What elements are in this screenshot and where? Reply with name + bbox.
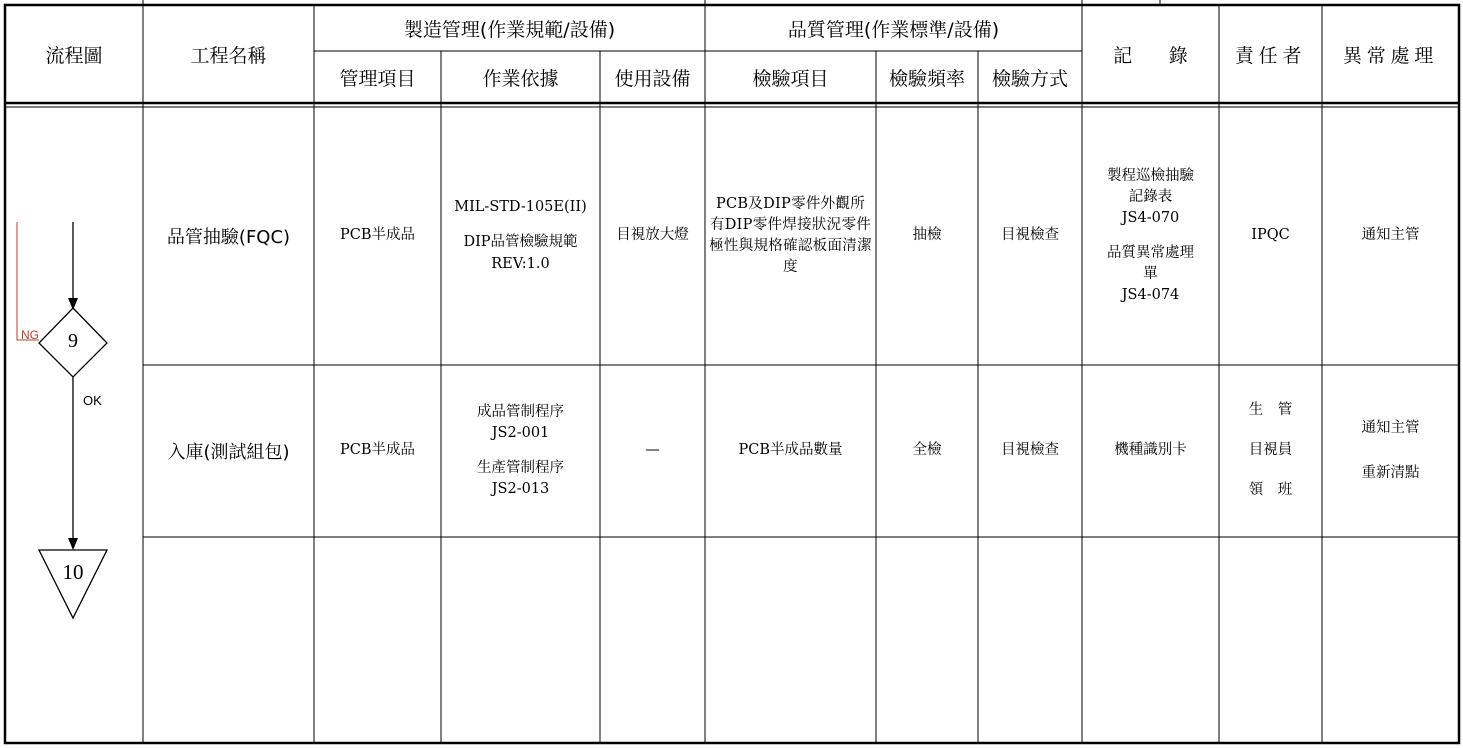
- header-manufacturing-group: 製造管理(作業規範/設備): [403, 18, 616, 41]
- row1-frequency: 抽檢: [912, 227, 942, 244]
- record-line: 記錄表: [1128, 188, 1173, 205]
- row1-method: 目視檢查: [1001, 227, 1059, 244]
- row1-control-item: PCB半成品: [339, 227, 415, 244]
- ok-label: OK: [83, 393, 102, 408]
- header-quality-group: 品質管理(作業標準/設備): [787, 18, 1000, 41]
- row2-inspect-item: PCB半成品數量: [738, 442, 843, 459]
- basis-line: 生產管制程序: [477, 460, 564, 476]
- record-line: JS4-074: [1121, 287, 1180, 304]
- row1-inspect-item: PCB及DIP零件外觀所有DIP零件焊接狀況零件極性與規格確認板面清潔度: [709, 195, 872, 276]
- record-line: 品質異常處理: [1107, 245, 1194, 261]
- row1-basis: [441, 107, 600, 365]
- header-frequency: 檢驗頻率: [888, 67, 965, 90]
- basis-line: JS2-013: [491, 481, 550, 498]
- row1-process: 品管抽驗(FQC): [166, 227, 291, 248]
- header-basis: 作業依據: [482, 67, 559, 90]
- flowchart: [17, 222, 107, 618]
- header-record: 記 錄: [1113, 44, 1188, 67]
- row2-record: 機種識別卡: [1114, 442, 1187, 459]
- row2-exception: [1322, 365, 1459, 537]
- exception-line: 重新清點: [1361, 465, 1420, 481]
- header-method: 檢驗方式: [991, 67, 1068, 90]
- header-responsible: 責任者: [1234, 44, 1307, 67]
- basis-line: JS2-001: [491, 424, 550, 441]
- row2-process: 入庫(測試組包): [167, 442, 290, 463]
- header-exception: 異常處理: [1342, 44, 1438, 67]
- header-equipment: 使用設備: [614, 67, 691, 90]
- row2-control-item: PCB半成品: [339, 442, 415, 459]
- row2-frequency: 全檢: [912, 442, 942, 459]
- row2-basis: [441, 365, 600, 537]
- responsible-line: 目視員: [1248, 442, 1293, 459]
- basis-line: DIP品管檢驗規範: [463, 234, 578, 251]
- basis-line: REV:1.0: [491, 255, 550, 272]
- header-process-name: 工程名稱: [190, 44, 267, 67]
- row1-responsible: IPQC: [1251, 227, 1290, 244]
- basis-line: MIL-STD-105E(II): [454, 199, 587, 216]
- ng-label: NG: [21, 328, 39, 342]
- record-line: 單: [1143, 266, 1158, 283]
- step-9-label: 9: [68, 330, 78, 352]
- header-control-item: 管理項目: [339, 67, 416, 90]
- row1-exception: 通知主管: [1361, 227, 1420, 244]
- basis-line: 成品管制程序: [477, 403, 564, 420]
- row2-method: 目視檢查: [1001, 442, 1059, 459]
- row1-equipment: 目視放大燈: [616, 227, 689, 244]
- responsible-line: 生 管: [1248, 402, 1293, 419]
- row1-record: [1082, 107, 1219, 365]
- step-10-label: 10: [62, 560, 84, 584]
- header-flowchart: 流程圖: [45, 44, 103, 67]
- row2-responsible: [1219, 365, 1322, 537]
- header-inspect-item: 檢驗項目: [752, 67, 829, 90]
- responsible-line: 領 班: [1248, 481, 1293, 498]
- exception-line: 通知主管: [1361, 420, 1420, 437]
- row2-equipment: —: [645, 442, 660, 459]
- record-line: 製程巡檢抽驗: [1107, 167, 1194, 184]
- record-line: JS4-070: [1121, 209, 1180, 226]
